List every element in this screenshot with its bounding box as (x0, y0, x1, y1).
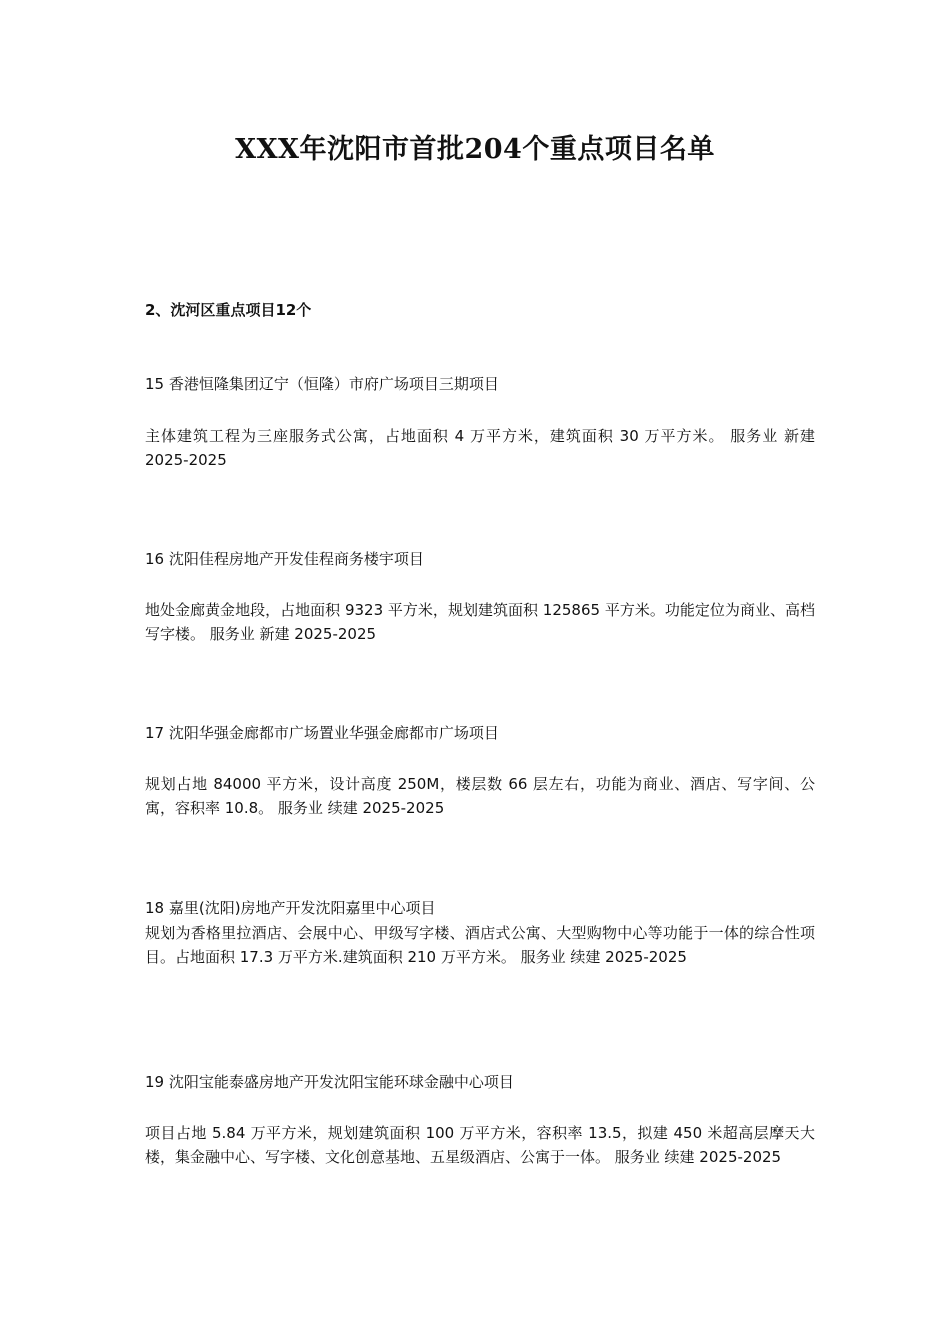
project-description: 规划为香格里拉酒店、会展中心、甲级写字楼、酒店式公寓、大型购物中心等功能于一体的综合性项目。占地面积 17.3 万平方米.建筑面积 210 万平方米。 服务业 续建 2025-2025 (145, 924, 815, 966)
project-description: 地处金廊黄金地段，占地面积 9323 平方米，规划建筑面积 125865 平方米。功能定位为商业、高档写字楼。 服务业 新建 2025-2025 (145, 601, 815, 643)
project-title: 17 沈阳华强金廊都市广场置业华强金廊都市广场项目 (145, 724, 499, 742)
project-description: 项目占地 5.84 万平方米，规划建筑面积 100 万平方米，容积率 13.5，拟建 450 米超高层摩天大楼，集金融中心、写字楼、文化创意基地、五星级酒店、公寓于一体。 服务业 续建 2025-2025 (145, 1124, 815, 1166)
section-heading: 2、沈河区重点项目12个 (145, 301, 312, 319)
project-title: 15 香港恒隆集团辽宁（恒隆）市府广场项目三期项目 (145, 375, 499, 393)
project-title: 18 嘉里(沈阳)房地产开发沈阳嘉里中心项目 (145, 899, 436, 917)
project-title: 16 沈阳佳程房地产开发佳程商务楼宇项目 (145, 550, 424, 568)
project-description: 主体建筑工程为三座服务式公寓，占地面积 4 万平方米，建筑面积 30 万平方米。 服务业 新建 2025-2025 (145, 427, 815, 469)
project-description: 规划占地 84000 平方米，设计高度 250M，楼层数 66 层左右，功能为商业、酒店、写字间、公寓，容积率 10.8。 服务业 续建 2025-2025 (145, 775, 815, 817)
document-title: XXX年沈阳市首批204个重点项目名单 (235, 134, 715, 165)
project-title: 19 沈阳宝能泰盛房地产开发沈阳宝能环球金融中心项目 (145, 1073, 514, 1091)
